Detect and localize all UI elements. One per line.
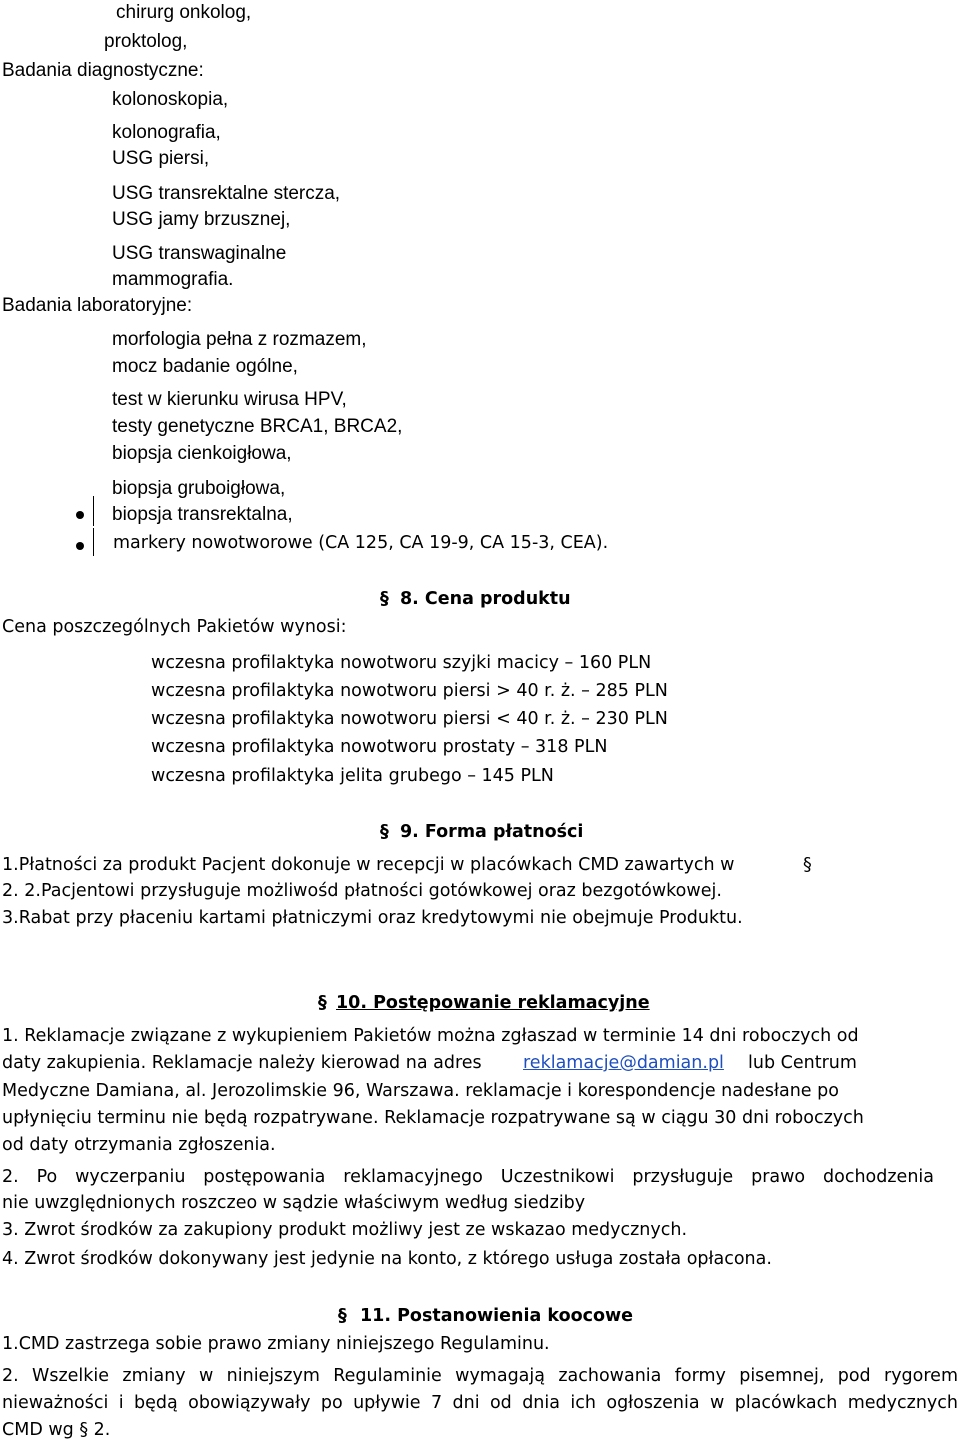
diagnostic-item: USG transrektalne stercza,	[112, 183, 341, 204]
lab-item: biopsja cienkoigłowa,	[112, 443, 292, 464]
diagnostic-item: USG piersi,	[112, 148, 210, 169]
paragraph-line: 1.Płatności za produkt Pacjent dokonuje w recepcji w placówkach CMD zawartych w	[2, 855, 735, 875]
paragraph-line: 2. 2.Pacjentowi przysługuje możliwośd płatności gotówkowej oraz bezgotówkowej.	[2, 881, 722, 901]
paragraph-line: lub Centrum	[748, 1053, 857, 1073]
paragraph-line: 2. Wszelkie zmiany w niniejszym Regulaminie wymagają zachowania formy pisemnej, pod rygorem	[2, 1366, 958, 1386]
section-symbol: §	[380, 589, 389, 609]
paragraph-line: Medyczne Damiana, al. Jerozolimskie 96, Warszawa. reklamacje i korespondencje nadesłane po	[2, 1081, 839, 1101]
bullet-icon	[76, 511, 84, 519]
price-item: wczesna profilaktyka nowotworu szyjki macicy – 160 PLN	[151, 653, 652, 673]
diagnostic-item: USG jamy brzusznej,	[112, 209, 291, 230]
lab-item: test w kierunku wirusa HPV,	[112, 389, 347, 410]
price-item: wczesna profilaktyka jelita grubego – 145 PLN	[151, 766, 554, 786]
lab-item: morfologia pełna z rozmazem,	[112, 329, 367, 350]
list-divider	[93, 528, 94, 556]
section-heading: 9. Forma płatności	[400, 822, 584, 842]
paragraph-line: daty zakupienia. Reklamacje należy kierowad na adres	[2, 1053, 482, 1073]
section-heading: 10. Postępowanie reklamacyjne	[336, 993, 650, 1013]
paragraph-line: CMD wg § 2.	[2, 1420, 111, 1440]
section-symbol: §	[318, 993, 327, 1013]
diagnostic-item: kolonoskopia,	[112, 89, 229, 110]
section-symbol: §	[338, 1306, 347, 1326]
paragraph-line: 3. Zwrot środków za zakupiony produkt możliwy jest ze wskazao medycznych.	[2, 1220, 688, 1240]
diagnostic-item: USG transwaginalne	[112, 243, 287, 264]
bullet-icon	[76, 542, 84, 550]
paragraph-line: nie uwzględnionych roszczeo w sądzie właściwym według siedziby	[2, 1193, 586, 1213]
specialist-item: proktolog,	[104, 31, 188, 52]
diagnostics-heading: Badania diagnostyczne:	[2, 60, 204, 81]
lab-item: biopsja transrektalna,	[112, 504, 293, 525]
paragraph-line: 2. Po wyczerpaniu postępowania reklamacyjnego Uczestnikowi przysługuje prawo dochodzenia	[2, 1167, 934, 1187]
paragraph-line: 1. Reklamacje związane z wykupieniem Pakietów można zgłaszad w terminie 14 dni roboczych od	[2, 1026, 859, 1046]
lab-item: mocz badanie ogólne,	[112, 356, 298, 377]
lab-item: biopsja gruboigłowa,	[112, 478, 286, 499]
paragraph-line: 4. Zwrot środków dokonywany jest jedynie na konto, z którego usługa została opłacona.	[2, 1249, 772, 1269]
paragraph-line: od daty otrzymania zgłoszenia.	[2, 1135, 276, 1155]
laboratory-heading: Badania laboratoryjne:	[2, 295, 193, 316]
price-item: wczesna profilaktyka nowotworu piersi < 40 r. ż. – 230 PLN	[151, 709, 668, 729]
paragraph-line: 3.Rabat przy płaceniu kartami płatniczymi oraz kredytowymi nie obejmuje Produktu.	[2, 908, 743, 928]
price-item: wczesna profilaktyka nowotworu prostaty – 318 PLN	[151, 737, 608, 757]
section-symbol: §	[380, 822, 389, 842]
price-item: wczesna profilaktyka nowotworu piersi > 40 r. ż. – 285 PLN	[151, 681, 668, 701]
price-intro: Cena poszczególnych Pakietów wynosi:	[2, 617, 347, 637]
paragraph-line: nieważności i będą obowiązywały po upływie 7 dni od dnia ich ogłoszenia w placówkach medycznych	[2, 1393, 958, 1413]
list-divider	[93, 496, 94, 526]
diagnostic-item: kolonografia,	[112, 122, 221, 143]
section-heading: 11. Postanowienia koocowe	[360, 1306, 634, 1326]
lab-item: testy genetyczne BRCA1, BRCA2,	[112, 416, 403, 437]
section-heading: 8. Cena produktu	[400, 589, 571, 609]
lab-item: markery nowotworowe (CA 125, CA 19-9, CA 15-3, CEA).	[113, 533, 609, 553]
paragraph-line: upłynięciu terminu nie będą rozpatrywane. Reklamacje rozpatrywane są w ciągu 30 dni roboczych	[2, 1108, 864, 1128]
section-symbol: §	[803, 855, 812, 875]
specialist-item: chirurg onkolog,	[116, 2, 252, 23]
paragraph-line: 1.CMD zastrzega sobie prawo zmiany niniejszego Regulaminu.	[2, 1334, 550, 1354]
diagnostic-item: mammografia.	[112, 269, 234, 290]
complaint-email-link[interactable]: reklamacje@damian.pl	[523, 1053, 724, 1073]
